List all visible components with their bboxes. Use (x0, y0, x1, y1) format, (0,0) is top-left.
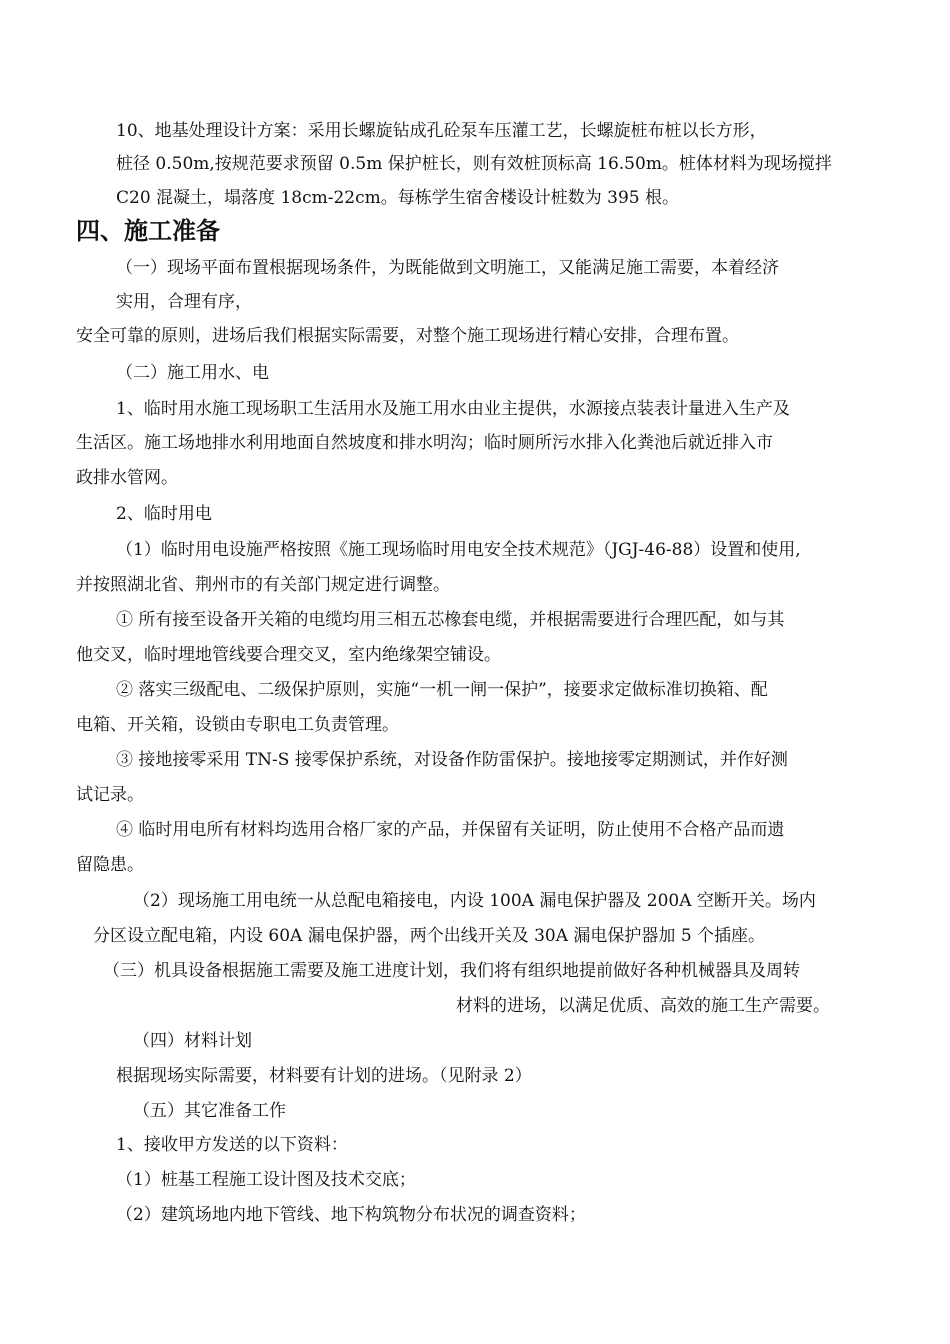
part5-sub2: （2）建筑场地内地下管线、地下构筑物分布状况的调查资料； (116, 1205, 586, 1225)
clause4-line1: ④ 临时用电所有材料均选用合格厂家的产品，并保留有关证明，防止使用不合格产品而遗 (116, 820, 785, 840)
part4-title: （四）材料计划 (133, 1031, 252, 1051)
clause3-line1: ③ 接地接零采用 TN-S 接零保护系统，对设备作防雷保护。接地接零定期测试，并作好测 (116, 750, 788, 770)
item10-line3: C20 混凝土，塌落度 18cm-22cm。每栋学生宿舍楼设计桩数为 395 根。 (116, 188, 679, 208)
water-line3: 政排水管网。 (76, 468, 178, 488)
clause2-line2: 电箱、开关箱，设锁由专职电工负责管理。 (76, 715, 399, 735)
clause4-line2: 留隐患。 (76, 855, 144, 875)
item10-line2: 桩径 0.50m,按规范要求预留 0.5m 保护桩长，则有效桩顶标高 16.50m。桩体材料为现场搅拌 (116, 154, 832, 174)
part5-sub1: （1）桩基工程施工设计图及技术交底； (116, 1170, 416, 1190)
power1-line1: （1）临时用电设施严格按照《施工现场临时用电安全技术规范》（JGJ-46-88）设置和使用, (116, 540, 801, 560)
power-title: 2、临时用电 (116, 504, 212, 524)
power2-line1: （2）现场施工用电统一从总配电箱接电，内设 100A 漏电保护器及 200A 空断开关。场内 (133, 891, 816, 911)
power1-line2: 并按照湖北省、荆州市的有关部门规定进行调整。 (76, 575, 450, 595)
part3-line2: 材料的进场，以满足优质、高效的施工生产需要。 (456, 996, 830, 1016)
part1-line1: （一）现场平面布置根据现场条件，为既能做到文明施工，又能满足施工需要，本着经济 (116, 258, 779, 278)
water-line1: 1、临时用水施工现场职工生活用水及施工用水由业主提供，水源接点装表计量进入生产及 (116, 399, 790, 419)
part3-line1: （三）机具设备根据施工需要及施工进度计划，我们将有组织地提前做好各种机械器具及周转 (103, 961, 800, 981)
clause1-line2: 他交叉，临时埋地管线要合理交叉，室内绝缘架空铺设。 (76, 645, 501, 665)
part5-title: （五）其它准备工作 (133, 1101, 286, 1121)
part1-line3: 安全可靠的原则，进场后我们根据实际需要，对整个施工现场进行精心安排，合理布置。 (76, 326, 739, 346)
clause3-line2: 试记录。 (76, 785, 144, 805)
part4-body: 根据现场实际需要，材料要有计划的进场。（见附录 2） (116, 1066, 532, 1086)
part2-title: （二）施工用水、电 (116, 363, 269, 383)
part5-item1: 1、接收甲方发送的以下资料： (116, 1135, 348, 1155)
clause1-line1: ① 所有接至设备开关箱的电缆均用三相五芯橡套电缆，并根据需要进行合理匹配，如与其 (116, 610, 785, 630)
power2-line2: 分区设立配电箱，内设 60A 漏电保护器，两个出线开关及 30A 漏电保护器加 5 个插座。 (93, 926, 766, 946)
part1-line2: 实用，合理有序， (116, 292, 252, 312)
item10-line1: 10、地基处理设计方案：采用长螺旋钻成孔砼泵车压灌工艺，长螺旋桩布桩以长方形， (116, 121, 767, 141)
water-line2: 生活区。施工场地排水利用地面自然坡度和排水明沟；临时厕所污水排入化粪池后就近排入市 (76, 433, 773, 453)
section-heading: 四、施工准备 (76, 217, 220, 245)
clause2-line1: ② 落实三级配电、二级保护原则，实施“一机一闸一保护”，接要求定做标准切换箱、配 (116, 680, 768, 700)
